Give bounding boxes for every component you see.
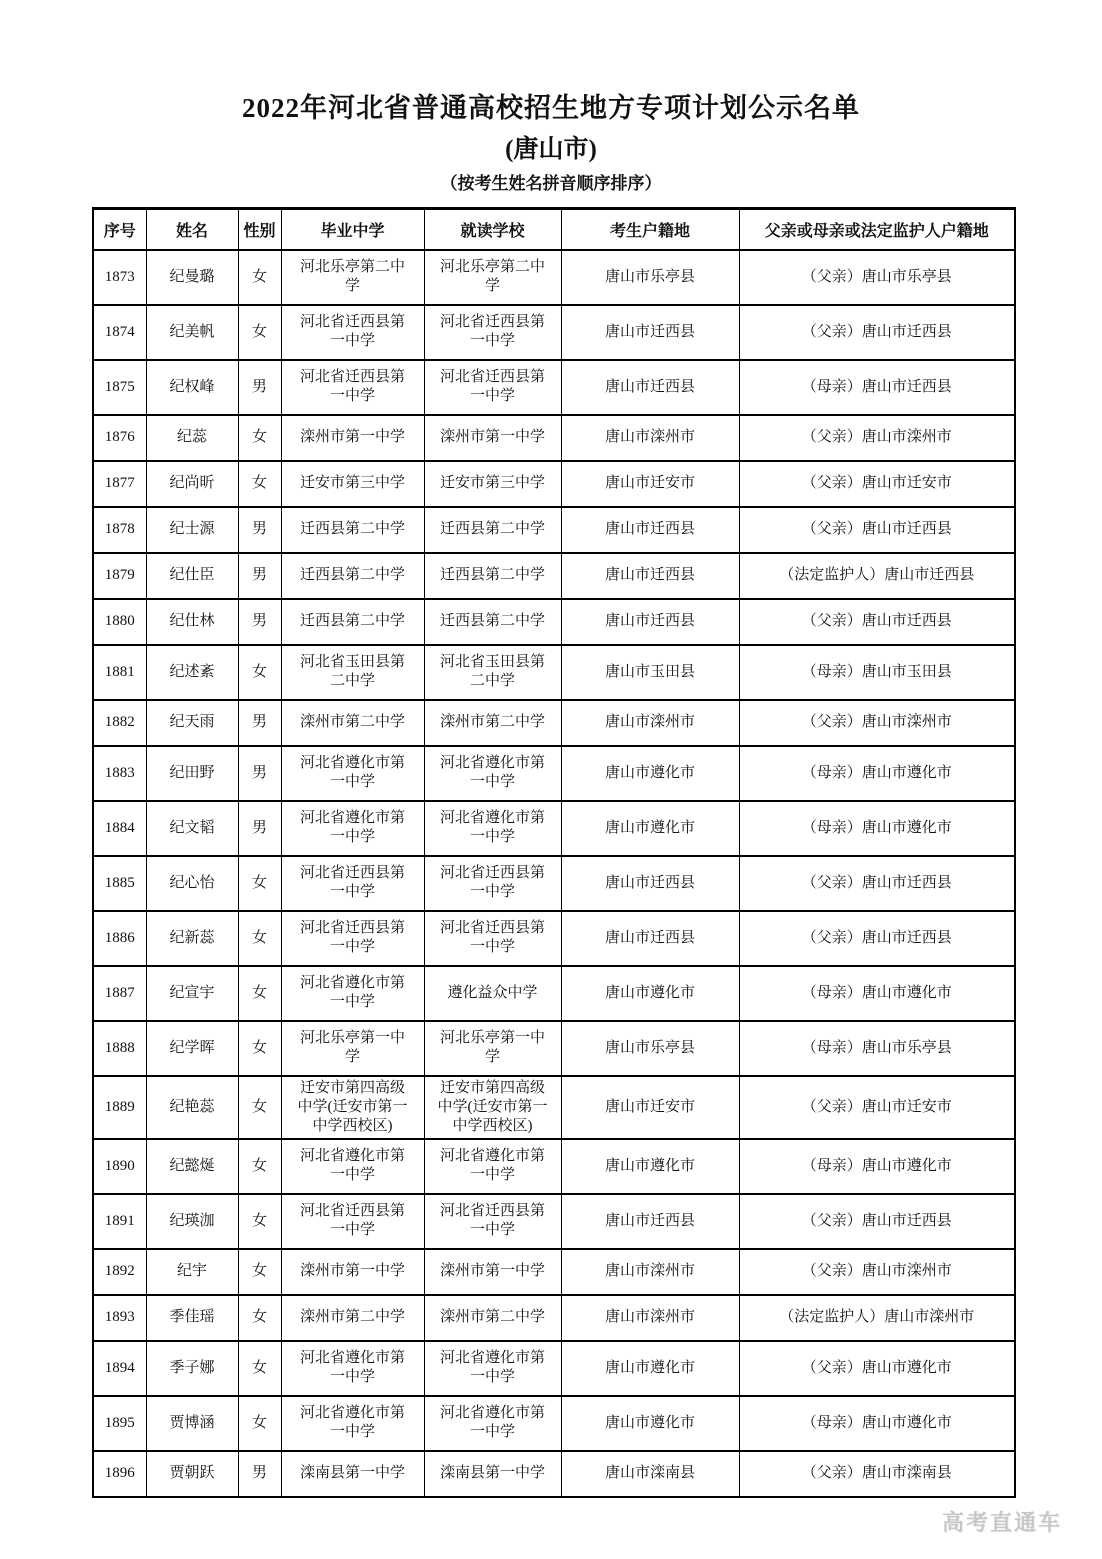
col-header-graduate-school: 毕业中学 [281,209,424,250]
graduate-school-cell: 河北乐亭第二中学 [281,250,424,305]
registration-cell: 唐山市迁西县 [561,553,739,599]
attend-school-cell: 河北乐亭第二中学 [424,250,561,305]
table-body [93,250,1015,1497]
table-row [93,305,1015,360]
serial-cell: 1885 [93,856,146,911]
name-cell: 纪述紊 [146,645,238,700]
serial-cell: 1889 [93,1076,146,1139]
serial-cell: 1886 [93,911,146,966]
guardian-cell: （母亲）唐山市玉田县 [739,645,1015,700]
col-header-name: 姓名 [146,209,238,250]
gender-cell: 男 [238,1451,281,1497]
registration-cell: 唐山市滦州市 [561,415,739,461]
gender-cell: 女 [238,305,281,360]
table-row [93,1341,1015,1396]
name-cell: 季子娜 [146,1341,238,1396]
attend-school-cell: 滦州市第一中学 [424,415,561,461]
gender-cell: 女 [238,1021,281,1076]
gender-cell: 女 [238,911,281,966]
graduate-school-cell: 河北省遵化市第一中学 [281,746,424,801]
name-cell: 纪仕林 [146,599,238,645]
table-row [93,966,1015,1021]
table-row [93,461,1015,507]
attend-school-cell: 河北省遵化市第一中学 [424,1139,561,1194]
col-header-gender: 性别 [238,209,281,250]
guardian-cell: （父亲）唐山市迁西县 [739,507,1015,553]
name-cell: 纪曼璐 [146,250,238,305]
guardian-cell: （母亲）唐山市遵化市 [739,966,1015,1021]
table-row [93,1451,1015,1497]
attend-school-cell: 河北省玉田县第二中学 [424,645,561,700]
guardian-cell: （母亲）唐山市迁西县 [739,360,1015,415]
gender-cell: 男 [238,801,281,856]
attend-school-cell: 迁西县第二中学 [424,599,561,645]
col-header-serial: 序号 [93,209,146,250]
attend-school-cell: 滦州市第二中学 [424,700,561,746]
table-row [93,801,1015,856]
guardian-cell: （母亲）唐山市遵化市 [739,1396,1015,1451]
table-row [93,856,1015,911]
registration-cell: 唐山市乐亭县 [561,250,739,305]
attend-school-cell: 滦南县第一中学 [424,1451,561,1497]
name-cell: 季佳瑶 [146,1295,238,1341]
attend-school-cell: 迁西县第二中学 [424,553,561,599]
graduate-school-cell: 滦州市第一中学 [281,415,424,461]
attend-school-cell: 河北省遵化市第一中学 [424,801,561,856]
graduate-school-cell: 河北省迁西县第一中学 [281,360,424,415]
serial-cell: 1876 [93,415,146,461]
attend-school-cell: 滦州市第一中学 [424,1249,561,1295]
gender-cell: 男 [238,507,281,553]
gender-cell: 女 [238,966,281,1021]
table-row [93,1076,1015,1139]
guardian-cell: （父亲）唐山市迁西县 [739,599,1015,645]
serial-cell: 1891 [93,1194,146,1249]
graduate-school-cell: 滦州市第二中学 [281,1295,424,1341]
guardian-cell: （父亲）唐山市滦州市 [739,700,1015,746]
name-cell: 纪新蕊 [146,911,238,966]
guardian-cell: （父亲）唐山市滦州市 [739,415,1015,461]
table-row [93,250,1015,305]
attend-school-cell: 河北省迁西县第一中学 [424,305,561,360]
serial-cell: 1894 [93,1341,146,1396]
registration-cell: 唐山市迁西县 [561,305,739,360]
watermark-text: 高考直通车 [941,1510,1062,1535]
table-row [93,599,1015,645]
registration-cell: 唐山市迁安市 [561,1076,739,1139]
registration-cell: 唐山市滦州市 [561,1295,739,1341]
serial-cell: 1873 [93,250,146,305]
graduate-school-cell: 河北省遵化市第一中学 [281,1139,424,1194]
serial-cell: 1892 [93,1249,146,1295]
graduate-school-cell: 河北省遵化市第一中学 [281,1341,424,1396]
name-cell: 纪天雨 [146,700,238,746]
serial-cell: 1893 [93,1295,146,1341]
gender-cell: 女 [238,1076,281,1139]
serial-cell: 1890 [93,1139,146,1194]
gender-cell: 女 [238,415,281,461]
serial-cell: 1881 [93,645,146,700]
guardian-cell: （父亲）唐山市迁安市 [739,461,1015,507]
graduate-school-cell: 迁西县第二中学 [281,553,424,599]
gender-cell: 女 [238,1295,281,1341]
attend-school-cell: 河北省迁西县第一中学 [424,911,561,966]
gender-cell: 女 [238,645,281,700]
name-cell: 纪心怡 [146,856,238,911]
registration-cell: 唐山市迁安市 [561,461,739,507]
gender-cell: 男 [238,553,281,599]
gender-cell: 女 [238,856,281,911]
table-row [93,553,1015,599]
col-header-registration: 考生户籍地 [561,209,739,250]
table-row [93,1194,1015,1249]
gender-cell: 女 [238,461,281,507]
serial-cell: 1884 [93,801,146,856]
guardian-cell: （父亲）唐山市迁西县 [739,911,1015,966]
serial-cell: 1887 [93,966,146,1021]
guardian-cell: （母亲）唐山市遵化市 [739,1139,1015,1194]
gender-cell: 女 [238,1249,281,1295]
serial-cell: 1877 [93,461,146,507]
serial-cell: 1878 [93,507,146,553]
table-row [93,1295,1015,1341]
guardian-cell: （父亲）唐山市滦州市 [739,1249,1015,1295]
serial-cell: 1874 [93,305,146,360]
gender-cell: 男 [238,700,281,746]
registration-cell: 唐山市遵化市 [561,746,739,801]
graduate-school-cell: 河北省迁西县第一中学 [281,1194,424,1249]
registration-cell: 唐山市迁西县 [561,360,739,415]
gender-cell: 女 [238,1139,281,1194]
name-cell: 纪士源 [146,507,238,553]
serial-cell: 1896 [93,1451,146,1497]
registration-cell: 唐山市迁西县 [561,507,739,553]
page-subtitle-note: （按考生姓名拼音顺序排序） [440,174,662,193]
name-cell: 纪仕臣 [146,553,238,599]
guardian-cell: （父亲）唐山市迁西县 [739,1194,1015,1249]
registration-cell: 唐山市乐亭县 [561,1021,739,1076]
name-cell: 纪宇 [146,1249,238,1295]
roster-table [92,207,1016,1498]
table-row [93,645,1015,700]
gender-cell: 女 [238,1341,281,1396]
graduate-school-cell: 河北省迁西县第一中学 [281,911,424,966]
serial-cell: 1875 [93,360,146,415]
registration-cell: 唐山市遵化市 [561,1396,739,1451]
registration-cell: 唐山市遵化市 [561,1139,739,1194]
graduate-school-cell: 河北省玉田县第二中学 [281,645,424,700]
serial-cell: 1882 [93,700,146,746]
name-cell: 纪尚昕 [146,461,238,507]
attend-school-cell: 河北省迁西县第一中学 [424,360,561,415]
attend-school-cell: 滦州市第二中学 [424,1295,561,1341]
registration-cell: 唐山市迁西县 [561,1194,739,1249]
name-cell: 纪美帆 [146,305,238,360]
graduate-school-cell: 滦州市第二中学 [281,700,424,746]
attend-school-cell: 河北省遵化市第一中学 [424,746,561,801]
name-cell: 纪文韬 [146,801,238,856]
graduate-school-cell: 河北省遵化市第一中学 [281,1396,424,1451]
guardian-cell: （父亲）唐山市迁西县 [739,856,1015,911]
guardian-cell: （父亲）唐山市迁安市 [739,1076,1015,1139]
graduate-school-cell: 河北省遵化市第一中学 [281,801,424,856]
registration-cell: 唐山市遵化市 [561,966,739,1021]
graduate-school-cell: 迁安市第四高级中学(迁安市第一中学西校区) [281,1076,424,1139]
page-title: 2022年河北省普通高校招生地方专项计划公示名单 [242,93,860,123]
guardian-cell: （父亲）唐山市遵化市 [739,1341,1015,1396]
guardian-cell: （母亲）唐山市乐亭县 [739,1021,1015,1076]
table-row [93,360,1015,415]
registration-cell: 唐山市滦州市 [561,1249,739,1295]
graduate-school-cell: 滦南县第一中学 [281,1451,424,1497]
guardian-cell: （法定监护人）唐山市滦州市 [739,1295,1015,1341]
registration-cell: 唐山市迁西县 [561,856,739,911]
table-header-row [93,209,1015,250]
serial-cell: 1883 [93,746,146,801]
name-cell: 纪宣宇 [146,966,238,1021]
graduate-school-cell: 迁西县第二中学 [281,599,424,645]
registration-cell: 唐山市遵化市 [561,1341,739,1396]
attend-school-cell: 河北省迁西县第一中学 [424,1194,561,1249]
table-row [93,700,1015,746]
table-row [93,507,1015,553]
table-row [93,1396,1015,1451]
name-cell: 纪瑛泇 [146,1194,238,1249]
col-header-guardian-registration: 父亲或母亲或法定监护人户籍地 [739,209,1015,250]
attend-school-cell: 河北省迁西县第一中学 [424,856,561,911]
guardian-cell: （父亲）唐山市乐亭县 [739,250,1015,305]
name-cell: 贾朝跃 [146,1451,238,1497]
name-cell: 纪蕊 [146,415,238,461]
table-row [93,415,1015,461]
guardian-cell: （法定监护人）唐山市迁西县 [739,553,1015,599]
guardian-cell: （父亲）唐山市滦南县 [739,1451,1015,1497]
table-row [93,1139,1015,1194]
table-row [93,911,1015,966]
attend-school-cell: 河北省遵化市第一中学 [424,1341,561,1396]
registration-cell: 唐山市玉田县 [561,645,739,700]
attend-school-cell: 遵化益众中学 [424,966,561,1021]
name-cell: 纪懿烻 [146,1139,238,1194]
graduate-school-cell: 河北省遵化市第一中学 [281,966,424,1021]
registration-cell: 唐山市滦南县 [561,1451,739,1497]
serial-cell: 1879 [93,553,146,599]
serial-cell: 1888 [93,1021,146,1076]
attend-school-cell: 迁安市第四高级中学(迁安市第一中学西校区) [424,1076,561,1139]
graduate-school-cell: 河北省迁西县第一中学 [281,305,424,360]
gender-cell: 男 [238,599,281,645]
serial-cell: 1895 [93,1396,146,1451]
graduate-school-cell: 迁安市第三中学 [281,461,424,507]
attend-school-cell: 河北省遵化市第一中学 [424,1396,561,1451]
registration-cell: 唐山市滦州市 [561,700,739,746]
registration-cell: 唐山市迁西县 [561,911,739,966]
gender-cell: 男 [238,360,281,415]
name-cell: 贾博涵 [146,1396,238,1451]
gender-cell: 女 [238,1396,281,1451]
graduate-school-cell: 河北省迁西县第一中学 [281,856,424,911]
name-cell: 纪学晖 [146,1021,238,1076]
guardian-cell: （父亲）唐山市迁西县 [739,305,1015,360]
page-subtitle-city: (唐山市) [505,136,597,163]
registration-cell: 唐山市迁西县 [561,599,739,645]
name-cell: 纪艳蕊 [146,1076,238,1139]
gender-cell: 女 [238,1194,281,1249]
attend-school-cell: 迁安市第三中学 [424,461,561,507]
graduate-school-cell: 迁西县第二中学 [281,507,424,553]
name-cell: 纪田野 [146,746,238,801]
gender-cell: 男 [238,746,281,801]
serial-cell: 1880 [93,599,146,645]
graduate-school-cell: 滦州市第一中学 [281,1249,424,1295]
gender-cell: 女 [238,250,281,305]
table-row [93,1021,1015,1076]
table-row [93,1249,1015,1295]
col-header-attend-school: 就读学校 [424,209,561,250]
name-cell: 纪权峰 [146,360,238,415]
attend-school-cell: 河北乐亭第一中学 [424,1021,561,1076]
graduate-school-cell: 河北乐亭第一中学 [281,1021,424,1076]
table-row [93,746,1015,801]
guardian-cell: （母亲）唐山市遵化市 [739,801,1015,856]
guardian-cell: （母亲）唐山市遵化市 [739,746,1015,801]
registration-cell: 唐山市遵化市 [561,801,739,856]
document-header [0,0,1102,194]
attend-school-cell: 迁西县第二中学 [424,507,561,553]
